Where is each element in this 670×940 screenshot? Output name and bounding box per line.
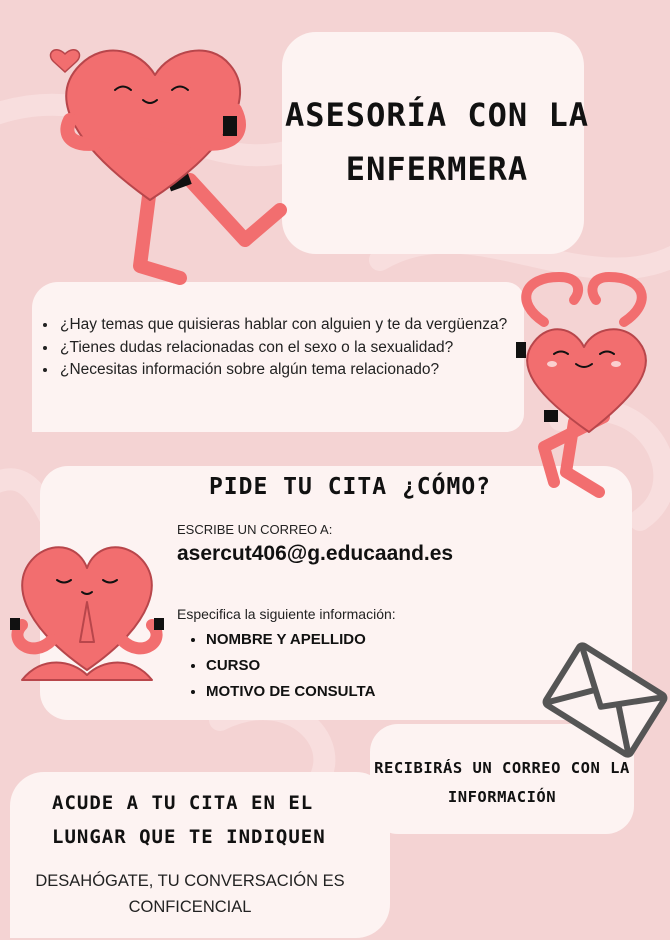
email-address[interactable]: asercut406@g.educaand.es <box>177 542 454 565</box>
attend-appointment-text: ACUDE A TU CITA EN EL LUNGAR QUE TE INDIQUEN <box>52 792 326 848</box>
list-item: • ¿Hay temas que quisieras hablar con alguien y te da vergüenza? <box>58 314 538 337</box>
list-item: • ¿Tienes dudas relacionadas con el sexo o la sexualidad? <box>58 337 538 360</box>
small-heart-icon <box>50 50 79 72</box>
list-item: • ¿Necesitas información sobre algún tema relacionado? <box>58 359 538 382</box>
appointment-title: PIDE TU CITA ¿CÓMO? <box>208 474 492 500</box>
specify-info-label: Especifica la siguiente información: <box>177 606 396 622</box>
required-info-list <box>186 627 375 705</box>
heart-character-arms-up-icon <box>504 272 664 502</box>
list-item: • NOMBRE Y APELLIDO <box>206 627 375 653</box>
page-title: ASESORÍA CON LA ENFERMERA <box>285 96 589 188</box>
envelope-icon <box>540 640 670 760</box>
heart-character-meditating-icon <box>2 530 172 700</box>
receive-email-text: RECIBIRÁS UN CORREO CON LA INFORMACIÓN <box>374 759 630 806</box>
write-email-label: ESCRIBE UN CORREO A: <box>177 522 333 537</box>
questions-list <box>40 314 538 382</box>
list-item: • MOTIVO DE CONSULTA <box>206 679 375 705</box>
heart-character-hugging-icon <box>40 40 300 290</box>
list-item: • CURSO <box>206 653 375 679</box>
confidential-text: DESAHÓGATE, TU CONVERSACIÓN ES CONFICENCIAL <box>35 872 345 916</box>
